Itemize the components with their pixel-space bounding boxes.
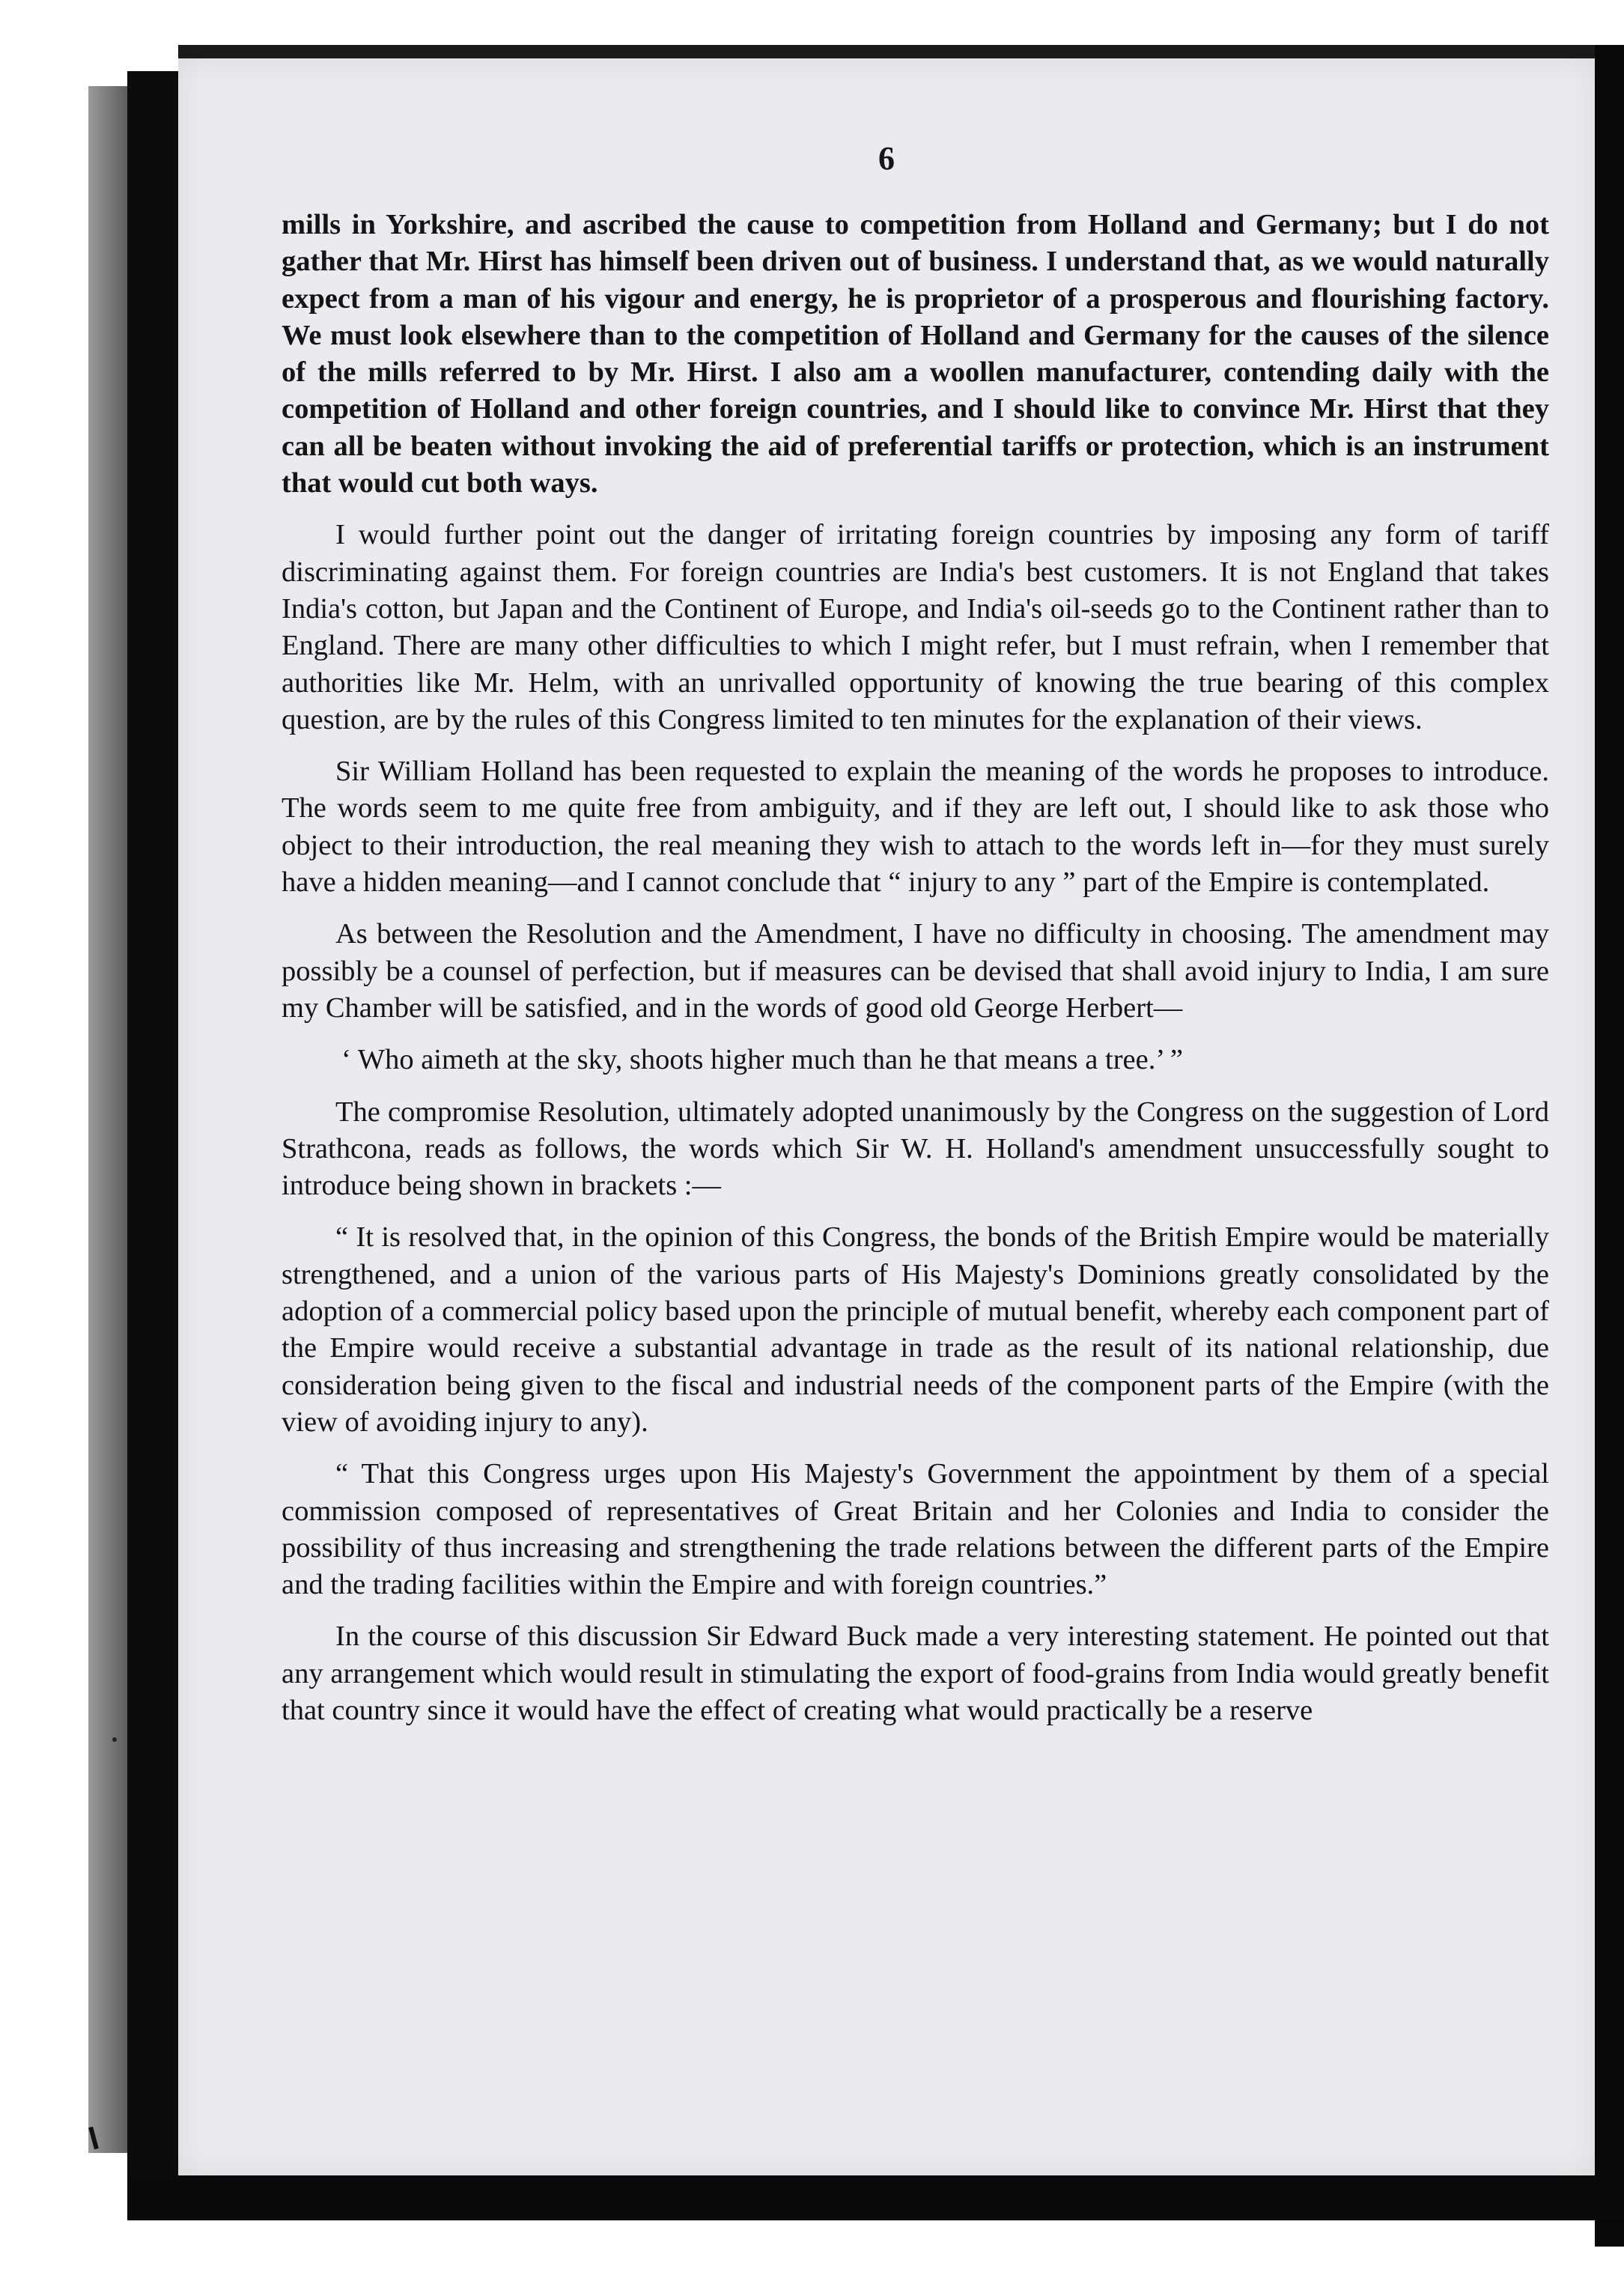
scan-speck — [112, 1737, 117, 1742]
paragraph-edward-buck: In the course of this discussion Sir Edward Buck made a very interesting statement. He pointed out that any arrangement which would result in stimulating the export of food-grains from India would greatly benefit that country since it would have the effect of creating what would practically be a reserve — [282, 1621, 1549, 1726]
scan-border-bottom — [127, 2175, 1624, 2220]
paragraph-foreign-countries: I would further point out the danger of irritating foreign countries by imposing any form of tariff discriminating against them. For foreign countries are India's best customers. It is not England that takes India's cotton, but Japan and the Continent of Europe, and India's oil-seeds go to the Continent rather than to England. There are many other difficulties to which I might refer, but I must refrain, when I remember that authorities like Mr. Helm, with an unrivalled opportunity of knowing the true bearing of this complex question, are by the rules of this Congress limited to ten minutes for the explanation of their views. — [282, 519, 1549, 735]
page-number: 6 — [878, 140, 895, 177]
scan-border-top — [178, 45, 1624, 58]
scan-border-right — [1595, 45, 1624, 2247]
scan-edge-shadow — [88, 86, 130, 2153]
paragraph-william-holland: Sir William Holland has been requested to explain the meaning of the words he proposes to introduce. The words seem to me quite free from ambiguity, and if they are left out, I should like to ask those who object to their introduction, the real meaning they wish to attach to the words left in—for they must surely have a hidden meaning—and I cannot conclude that “ injury to any ” part of the Empire is contemplated. — [282, 756, 1549, 899]
document-page — [178, 58, 1595, 2175]
paragraph-compromise-resolution: The compromise Resolution, ultimately adopted unanimously by the Congress on the suggestion of Lord Strathcona, reads as follows, the words which Sir W. H. Holland's amendment unsuccessfully sought to introduce being shown in brackets :— — [282, 1096, 1549, 1202]
scan-border-left — [127, 71, 178, 2198]
paragraph-resolution-amendment: As between the Resolution and the Amendment, I have no difficulty in choosing. The amendment may possibly be a counsel of perfection, but if measures can be devised that shall avoid injury to India, I am sure my Chamber will be satisfied, and in the words of good old George Herbert— — [282, 918, 1549, 1024]
quotation-george-herbert: ‘ Who aimeth at the sky, shoots higher much than he that means a tree.’ ” — [341, 1044, 1184, 1076]
page-body — [282, 207, 1549, 1744]
resolution-text-2: “ That this Congress urges upon His Majesty's Government the appointment by them of a special commission composed of representatives of Great Britain and her Colonies and India to consider the possibility of thus increasing and strengthening the trade relations between the different parts of the Empire and the trading facilities within the Empire and with foreign countries.” — [282, 1458, 1549, 1601]
paragraph-hirst-mills: mills in Yorkshire, and ascribed the cause to competition from Holland and Germany; but I do not gather that Mr. Hirst has himself been driven out of business. I understand that, as we would naturally expect from a man of his vigour and energy, he is proprietor of a prosperous and flourishing factory. We must look elsewhere than to the competition of Holland and Germany for the causes of the silence of the mills referred to by Mr. Hirst. I also am a woollen manufacturer, contending daily with the competition of Holland and other foreign countries, and I should like to convince Mr. Hirst that they can all be beaten without invoking the aid of preferential tariffs or protection, which is an instrument that would cut both ways. — [282, 209, 1549, 499]
resolution-text-1: “ It is resolved that, in the opinion of this Congress, the bonds of the British Empire would be materially strengthened, and a union of the various parts of His Majesty's Dominions greatly consolidated by the adoption of a commercial policy based upon the principle of mutual benefit, whereby each component part of the Empire would receive a substantial advantage in trade as the result of its national relationship, due consideration being given to the fiscal and industrial needs of the component parts of the Empire (with the view of avoiding injury to any). — [282, 1221, 1549, 1438]
